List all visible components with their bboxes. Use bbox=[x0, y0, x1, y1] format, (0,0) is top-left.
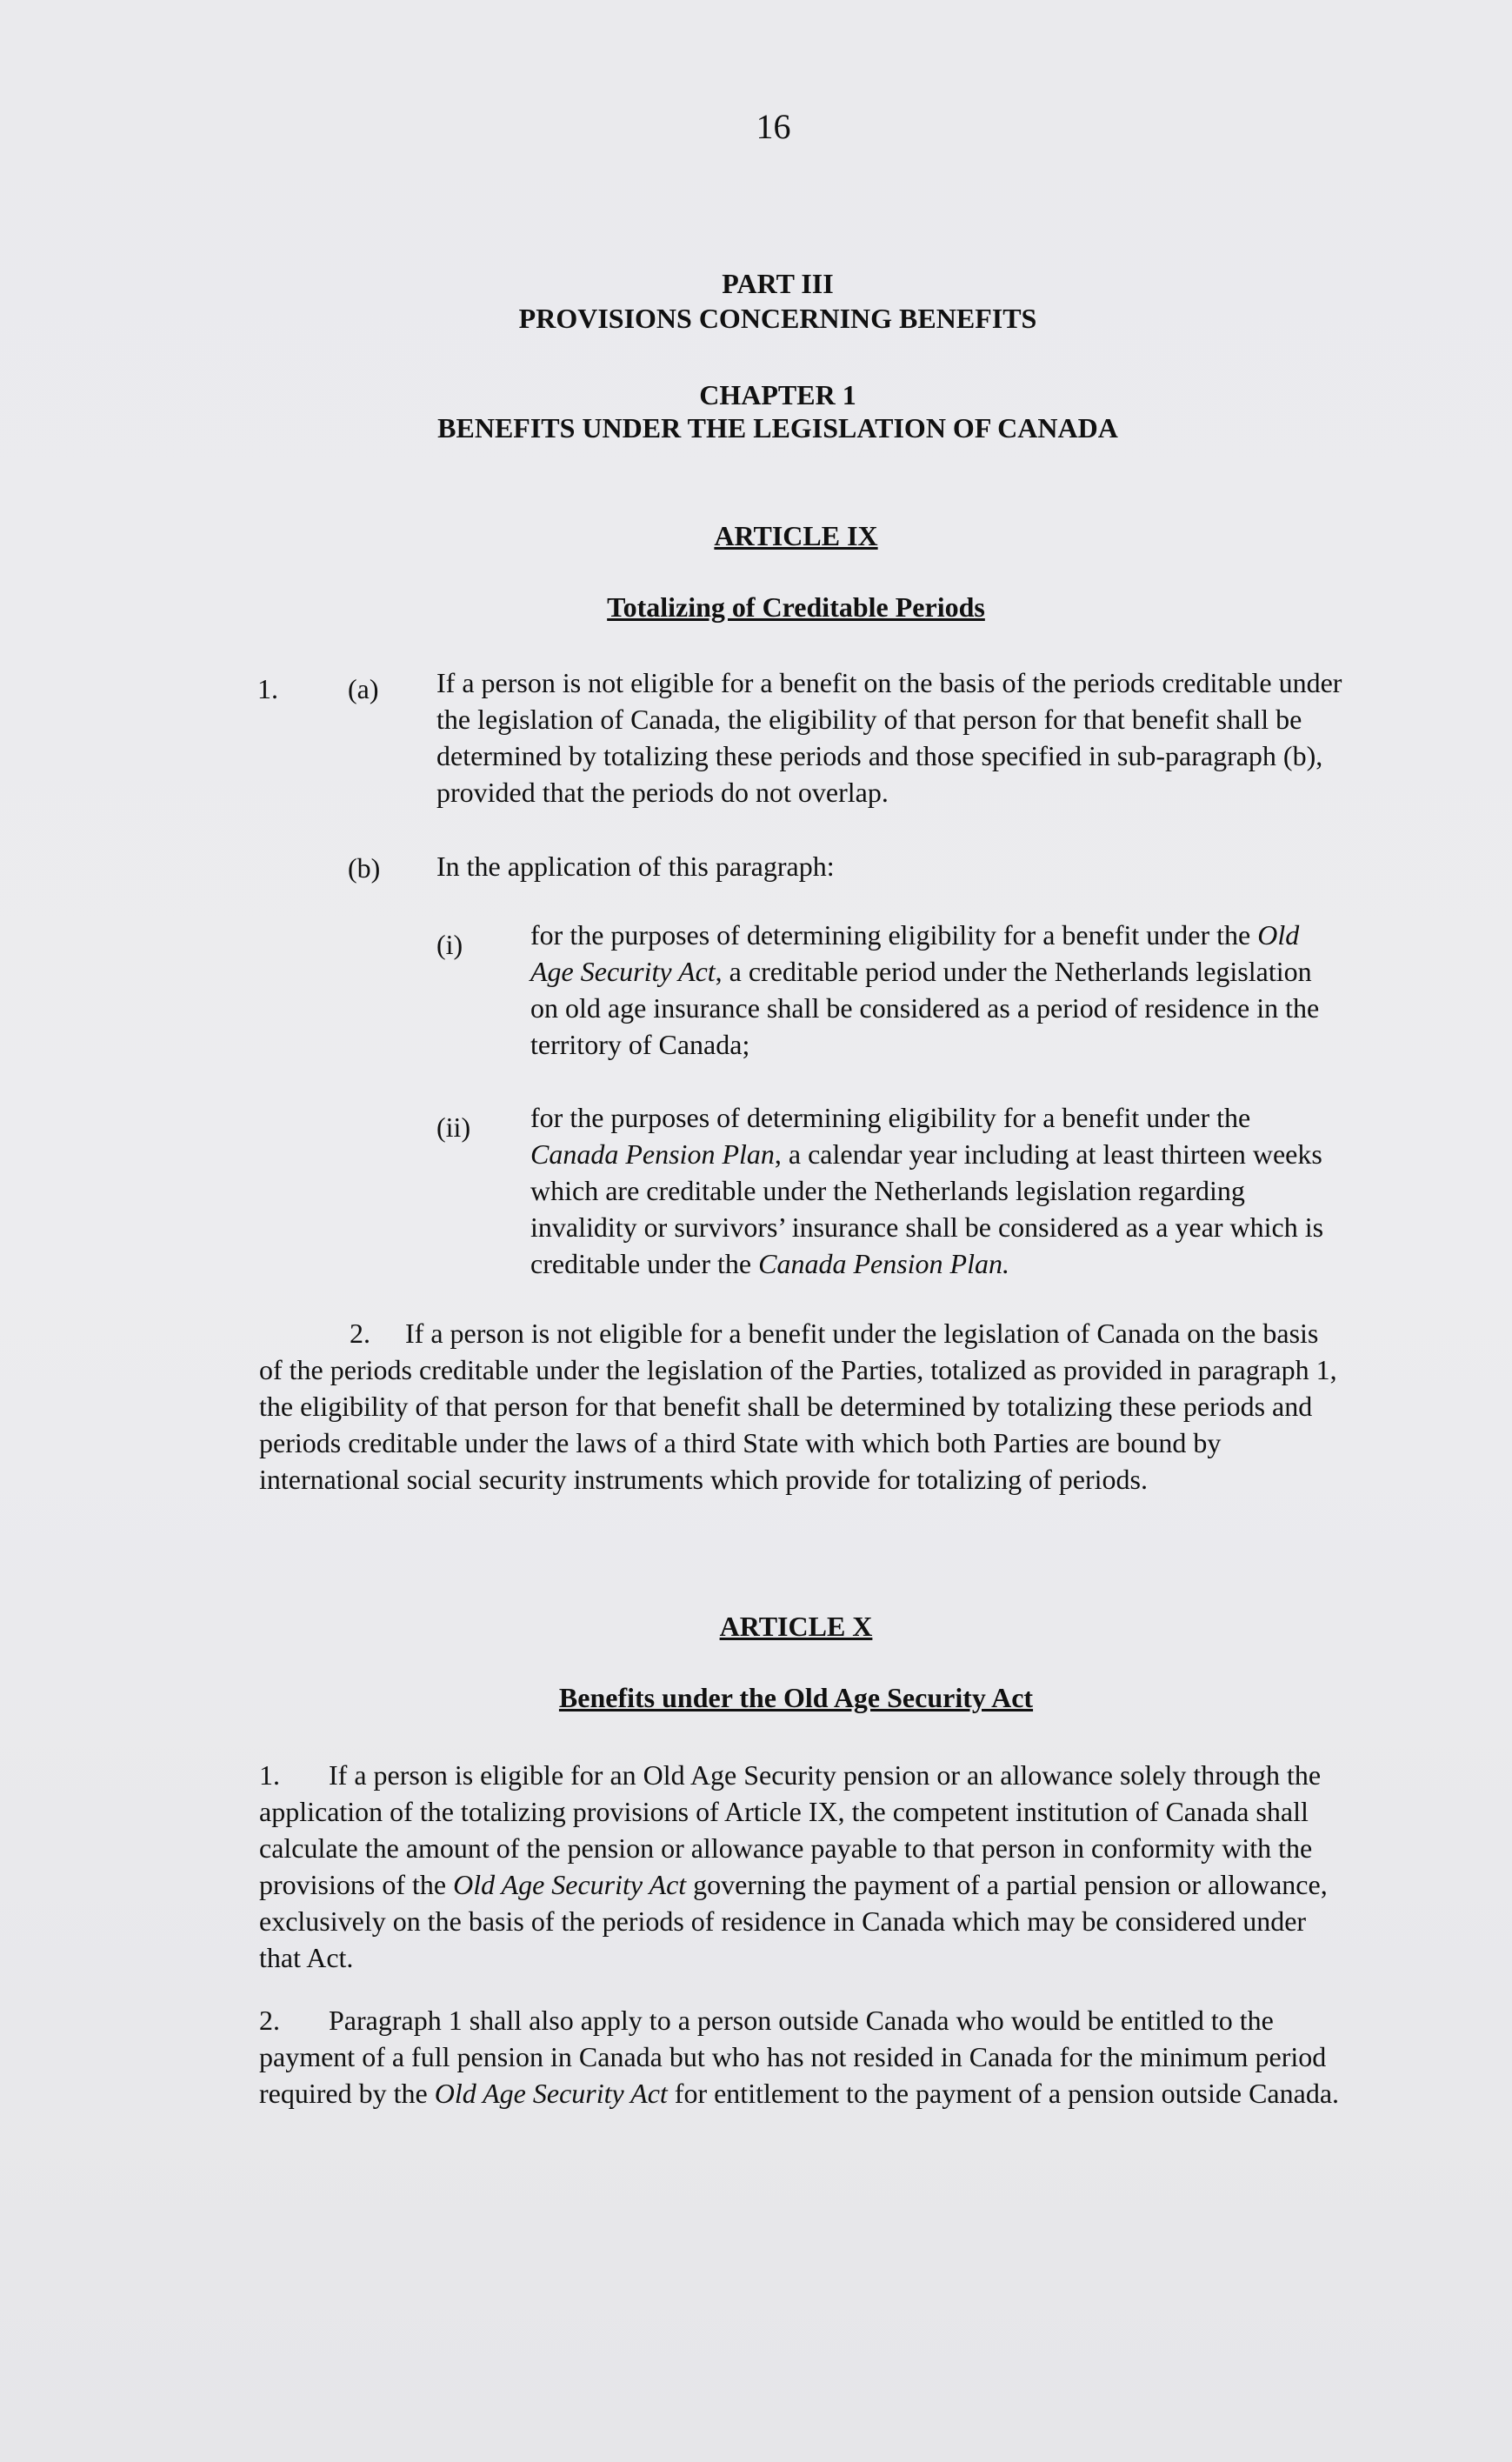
clause-i-text: for the purposes of determining eligibility for a benefit under the Old Age Security Act, a creditable period under the Netherlands legislation on old age insurance shall be considered as a period of residence in the territory of Canada; bbox=[530, 919, 1320, 1060]
article-ix-title: ARTICLE IX bbox=[714, 520, 878, 551]
paragraph-number: 1. bbox=[257, 673, 278, 704]
article-x-paragraph-1: 1. If a person is eligible for an Old Age Security pension or an allowance solely through the application of the totalizing provisions of Article IX, the competent institution of Canada shall calculate the amount of the pension or allowance payable to that person in conformity with the provisions of the Old Age Security Act governing the payment of a partial pension or allowance, exclusively on the basis of the periods of residence in Canada which may be considered under that Act. bbox=[259, 1759, 1328, 1973]
clause-label-ii: (ii) bbox=[436, 1111, 471, 1143]
subparagraph-label-a: (a) bbox=[348, 673, 379, 704]
subparagraph-label-b: (b) bbox=[348, 852, 381, 884]
article-ix-heading: Totalizing of Creditable Periods bbox=[607, 591, 985, 623]
part-title: PART III bbox=[722, 268, 834, 299]
chapter-subtitle: BENEFITS UNDER THE LEGISLATION OF CANADA bbox=[437, 412, 1118, 444]
subparagraph-b-text: In the application of this paragraph: bbox=[436, 851, 835, 882]
clause-label-i: (i) bbox=[436, 929, 463, 960]
subparagraph-a-text: If a person is not eligible for a benefit on the basis of the periods creditable under the legislation of Canada, the eligibility of that person for that benefit shall be determined by totalizing these periods and those specified in sub-paragraph (b), provided that the periods do not overlap. bbox=[436, 667, 1342, 808]
article-ix-paragraph-2: 2. If a person is not eligible for a benefit under the legislation of Canada on the basis of the periods creditable under the legislation of the Parties, totalized as provided in paragraph 1, the eligibility of that person for that benefit shall be determined by totalizing these periods and periods creditable under the laws of a third State with which both Parties are bound by international social security instruments which provide for totalizing of periods. bbox=[259, 1318, 1337, 1495]
page-number: 16 bbox=[756, 107, 791, 146]
chapter-title: CHAPTER 1 bbox=[699, 379, 856, 410]
article-x-heading: Benefits under the Old Age Security Act bbox=[558, 1682, 1034, 1713]
article-x-paragraph-2: 2. Paragraph 1 shall also apply to a person outside Canada who would be entitled to the payment of a full pension in Canada but who has not resided in Canada for the minimum period required by the Old Age Security Act for entitlement to the payment of a pension outside Canada. bbox=[259, 2005, 1340, 2109]
clause-ii-text: for the purposes of determining eligibility for a benefit under the Canada Pension Plan, a calendar year including at least thirteen weeks which are creditable under the Netherlands legislation regarding invalidity or survivors’ insurance shall be considered as a year which is creditable under the Canada Pension Plan. bbox=[530, 1102, 1324, 1279]
article-x-title: ARTICLE X bbox=[719, 1611, 873, 1642]
part-subtitle: PROVISIONS CONCERNING BENEFITS bbox=[518, 303, 1037, 334]
